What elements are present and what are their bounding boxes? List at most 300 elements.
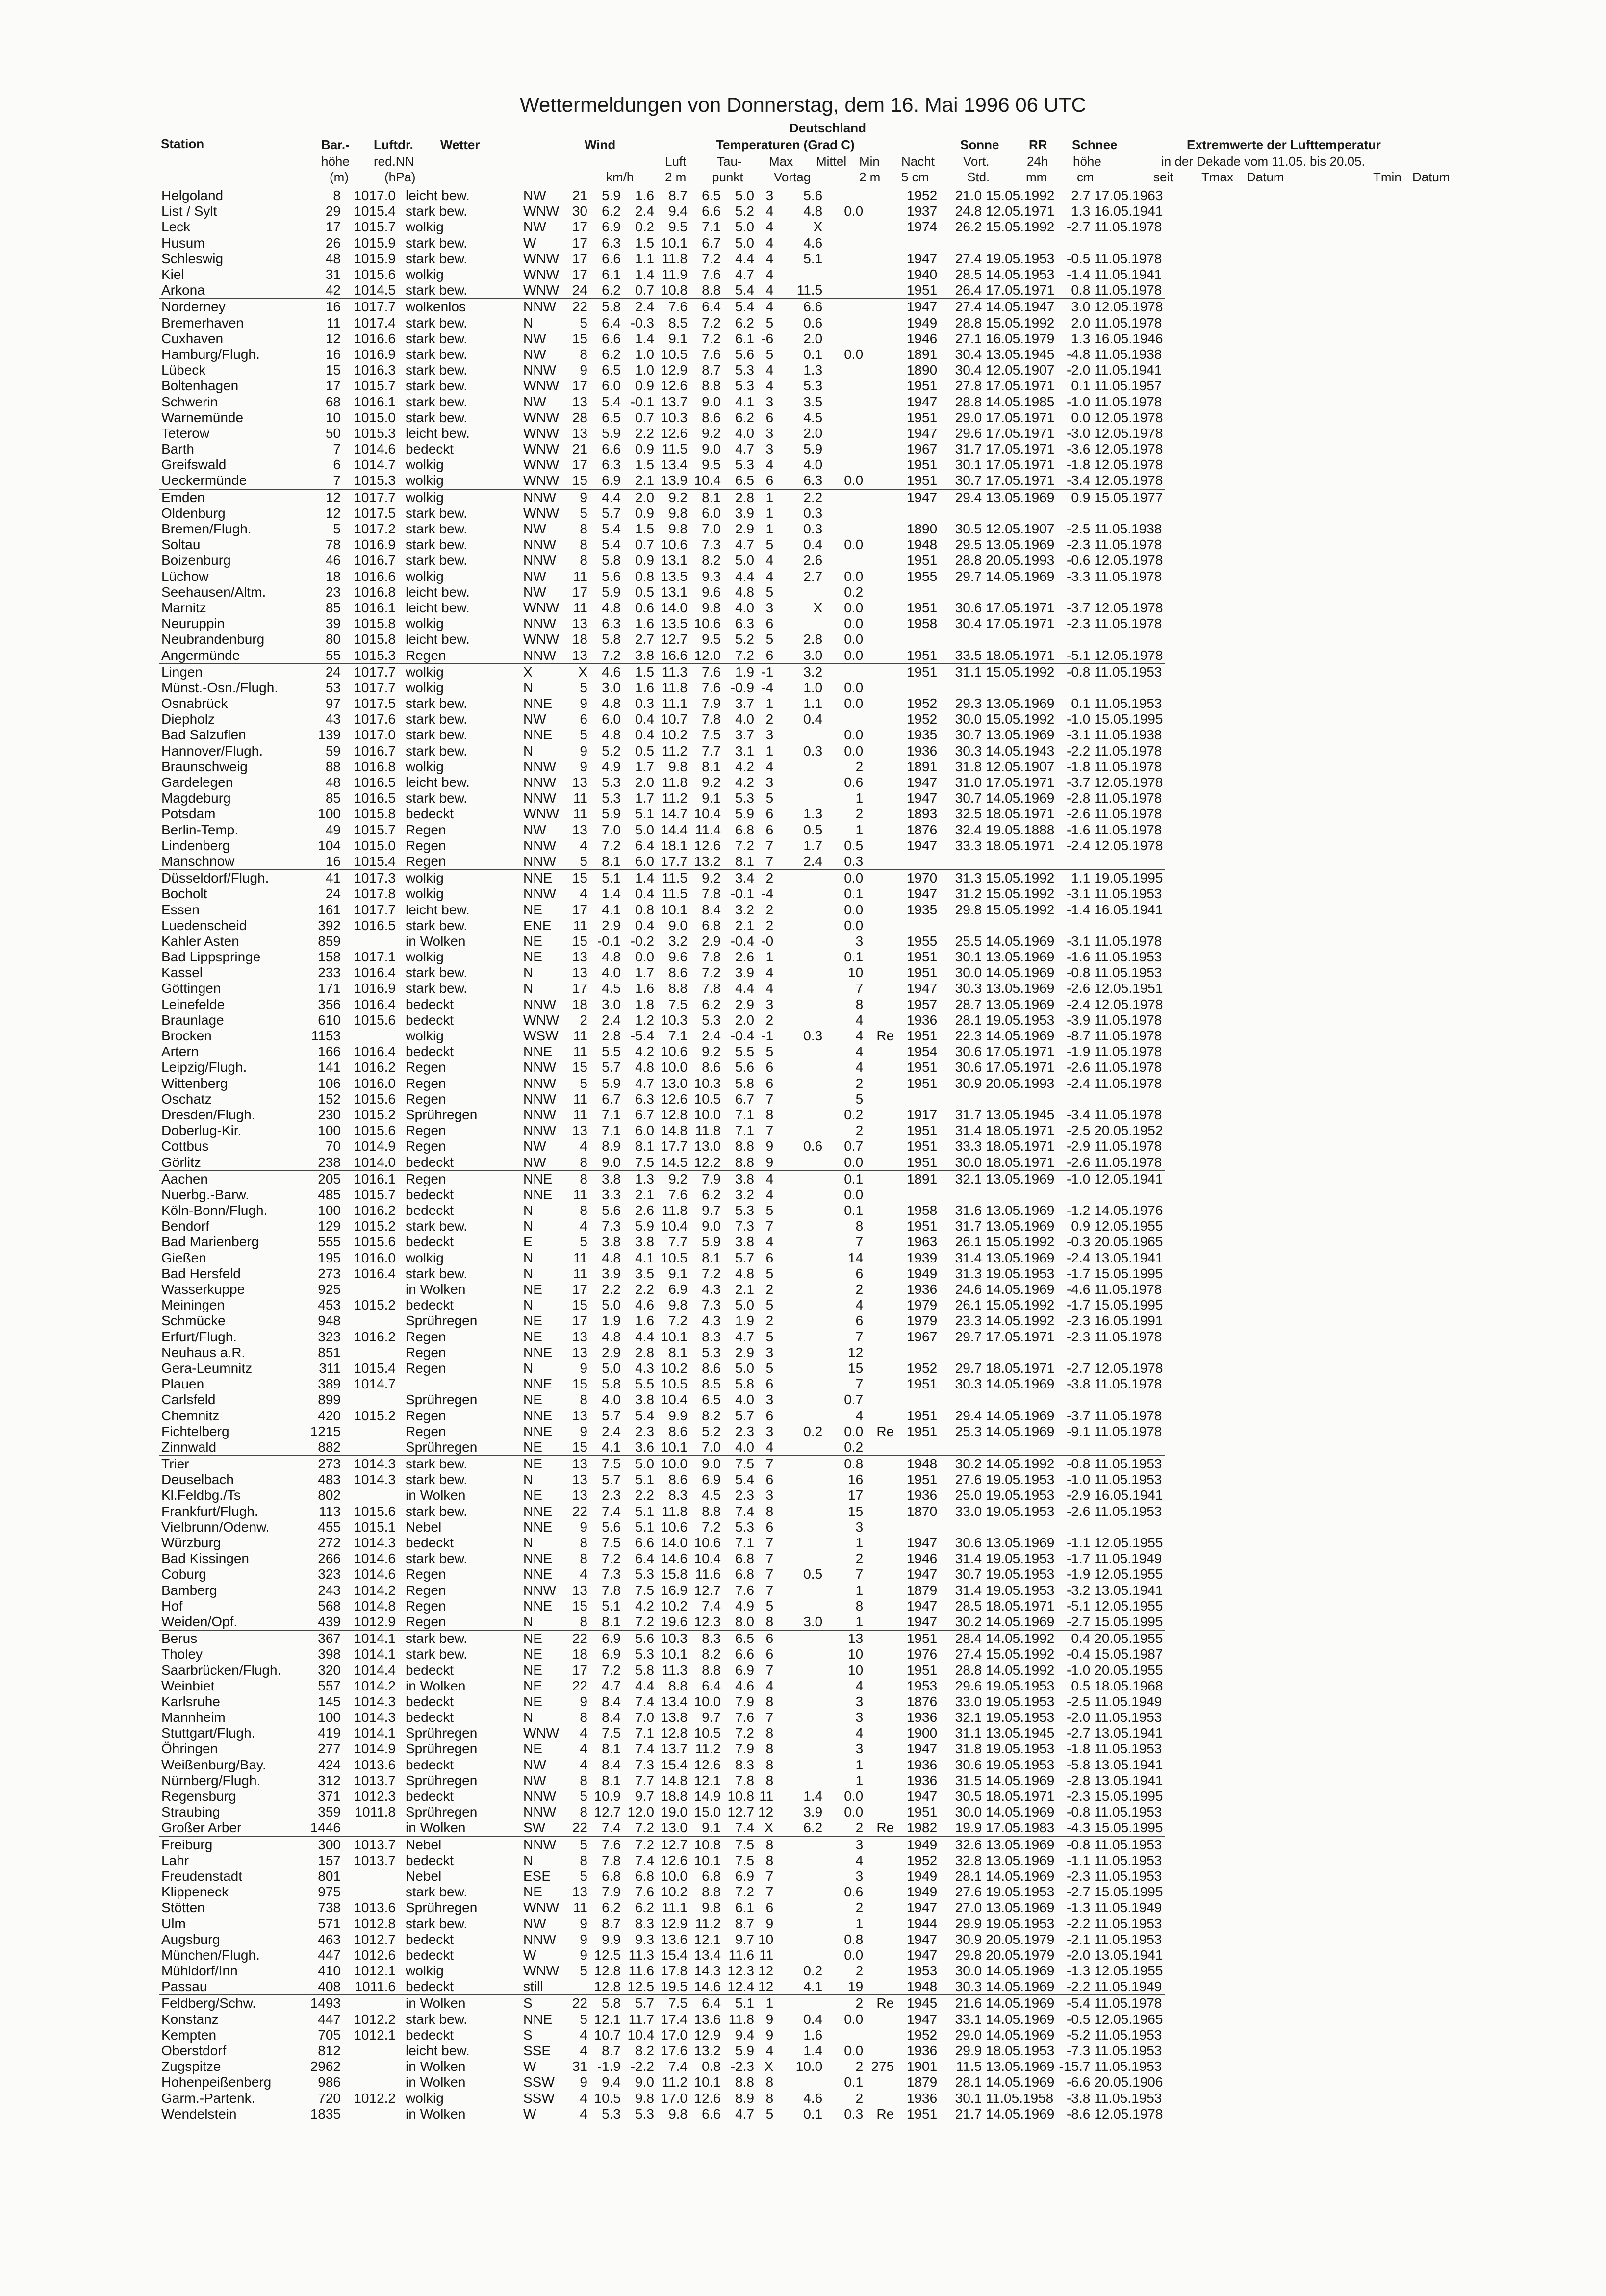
wind-direction: S: [523, 2027, 533, 2043]
dew-point: 4.4: [635, 1329, 654, 1344]
tmax-date: 19.05.1953: [986, 1566, 1055, 1582]
precipitation: 0.1: [844, 949, 864, 965]
temp-night-ground: 6: [765, 473, 774, 488]
precipitation: 0.8: [844, 1931, 864, 1947]
tmax-date: 20.05.1979: [986, 1931, 1055, 1947]
temp-max-yesterday: 19.6: [661, 1614, 688, 1629]
header-bar: Bar.-: [321, 137, 350, 152]
extreme-since: 1936: [906, 1772, 938, 1788]
temp-min: 7.2: [735, 837, 754, 853]
sunshine: 6.2: [803, 1820, 823, 1836]
temp-max-yesterday: 8.8: [668, 981, 688, 996]
pressure: 1017.7: [343, 489, 398, 505]
header-luftdr: Luftdr.: [374, 137, 413, 152]
weather: Sprühregen: [406, 1439, 478, 1455]
bar-height: 139: [318, 727, 341, 743]
tmax-value: 32.1: [939, 1171, 984, 1187]
table-row: [159, 2012, 1165, 2027]
temp-max-yesterday: 9.6: [668, 949, 688, 965]
temp-night-ground: 7: [765, 1710, 774, 1725]
temp-max-yesterday: 14.8: [661, 1123, 688, 1138]
sunshine: 0.1: [803, 2106, 823, 2121]
temp-mean: 9.0: [689, 1456, 723, 1472]
bar-height: 8: [333, 188, 341, 203]
weather: wolkig: [406, 949, 444, 965]
weather: leicht bew.: [406, 600, 470, 615]
sunshine: X: [813, 600, 823, 615]
wind-direction: NNE: [523, 1186, 553, 1202]
temp-air: 6.3: [602, 457, 621, 473]
tmin-value: -2.3: [1067, 1789, 1091, 1804]
wind-direction: NNW: [523, 616, 556, 631]
tmax-value: 27.4: [955, 251, 982, 266]
wind-direction: NNE: [523, 696, 553, 711]
temp-min: 2.8: [723, 489, 756, 505]
table-row: [159, 1963, 1165, 1979]
temp-mean: 12.6: [694, 1757, 721, 1772]
pressure: 1015.9: [354, 235, 396, 251]
station-name: Gardelegen: [161, 775, 233, 790]
wind-direction: NW: [523, 1154, 546, 1170]
tmin-value: 0.9: [1071, 1218, 1091, 1234]
pressure: 1017.7: [354, 680, 396, 695]
weather: bedeckt: [406, 1012, 454, 1028]
header-sonne: Sonne: [960, 137, 999, 152]
precipitation: 15: [848, 1360, 864, 1376]
weather: stark bew.: [406, 409, 468, 425]
tmin-date: 12.05.1978: [1094, 409, 1163, 425]
table-row: [159, 1694, 1165, 1710]
precipitation: 0.0: [844, 727, 864, 743]
temp-night-ground: 5: [765, 1297, 774, 1313]
temp-max-yesterday: 11.8: [662, 1503, 688, 1519]
station-name: Seehausen/Altm.: [161, 584, 266, 600]
extreme-since: 1944: [906, 1916, 938, 1931]
sunshine: 0.3: [803, 521, 823, 537]
temp-min: 4.2: [735, 775, 754, 790]
weather: wolkig: [406, 1028, 444, 1044]
extreme-since: 1890: [906, 521, 938, 537]
tmin-date: 13.05.1941: [1094, 1250, 1163, 1265]
tmax-value: 31.4: [955, 1582, 982, 1598]
temp-night-ground: 3: [765, 1423, 774, 1439]
bar-height: 882: [318, 1439, 341, 1455]
temp-max-yesterday: 12.7: [661, 631, 688, 647]
tmin-date: 18.05.1968: [1094, 1678, 1163, 1693]
station-name: Karlsruhe: [161, 1693, 220, 1709]
temp-min: 6.9: [735, 1662, 754, 1678]
wind-direction: WNW: [523, 251, 560, 266]
temp-air: 7.5: [602, 1535, 621, 1551]
temp-mean: 9.2: [702, 1044, 721, 1060]
tmax-value: 31.4: [955, 1123, 982, 1138]
sunshine: [775, 790, 824, 806]
weather: stark bew.: [406, 505, 468, 521]
wind-speed: 11: [573, 568, 587, 584]
temp-night-ground: 4: [765, 267, 774, 282]
header-rr2: 24h: [1027, 154, 1048, 169]
wind-speed: 13: [572, 1488, 587, 1503]
table-row: [159, 1757, 1165, 1773]
dew-point: 5.9: [635, 1218, 654, 1234]
tmax-value: 31.4: [955, 1551, 982, 1566]
tmax-date: 15.05.1992: [984, 664, 1056, 680]
tmin-date: 11.05.1938: [1094, 521, 1162, 537]
dew-point: 7.0: [635, 1710, 654, 1725]
extreme-since: 1951: [906, 1408, 938, 1423]
dew-point: 2.2: [635, 1282, 654, 1297]
extreme-since: 1936: [906, 1282, 938, 1297]
extreme-since: 1935: [906, 902, 938, 917]
table-row: [159, 1138, 1165, 1154]
snow-height: [865, 965, 896, 981]
precipitation: 3: [855, 1710, 864, 1725]
wind-direction: WNW: [523, 631, 560, 647]
tmax-value: 21.0: [955, 188, 982, 203]
table-row: [159, 743, 1165, 759]
precipitation: [824, 362, 865, 378]
weather: wolkig: [398, 489, 521, 505]
dew-point: 5.1: [635, 806, 654, 822]
temp-mean: 11.2: [695, 1741, 721, 1757]
tmin-value: -5.1: [1067, 1598, 1091, 1614]
tmin-value: -2.8: [1067, 790, 1091, 806]
sunshine: 1.0: [803, 680, 823, 695]
extreme-since: [896, 1187, 939, 1203]
temp-air: 8.1: [602, 1741, 621, 1757]
tmin-date: 11.05.1978: [1094, 1012, 1162, 1028]
temp-max-yesterday: 10.3: [661, 1012, 688, 1028]
temp-max-yesterday: 14.8: [661, 1772, 688, 1788]
table-row: [159, 1488, 1165, 1503]
tmin-value: 3.0: [1056, 299, 1092, 315]
pressure: 1015.6: [354, 1012, 396, 1028]
pressure: [343, 1439, 398, 1456]
tmax-date: [984, 631, 1056, 647]
precipitation: 6: [855, 1265, 864, 1281]
weather: Sprühregen: [406, 1107, 478, 1122]
pressure: 1015.0: [354, 409, 396, 425]
tmax-value: 30.1: [955, 2090, 982, 2106]
extreme-since: 1951: [906, 1376, 938, 1392]
bar-height: 312: [318, 1772, 341, 1788]
weather: Regen: [398, 1171, 521, 1187]
temp-air: 4.8: [602, 949, 621, 965]
station-name: Augsburg: [161, 1931, 220, 1947]
temp-max-yesterday: 9.9: [668, 1408, 688, 1423]
snow-height: [865, 505, 896, 521]
tmax-value: 32.1: [955, 1710, 982, 1725]
header-min2: 2 m: [859, 170, 881, 184]
precipitation: [824, 315, 865, 331]
temp-min: 7.9: [735, 1693, 754, 1709]
temp-night-ground: 4: [765, 235, 774, 251]
temp-mean: 12.0: [694, 647, 721, 663]
tmin-value: -4.3: [1067, 1820, 1091, 1836]
header-luftdr2: red.NN: [374, 154, 414, 169]
precipitation: 2: [855, 1900, 864, 1916]
temp-max-yesterday: 8.5: [668, 315, 688, 330]
temp-mean: 7.2: [702, 965, 721, 981]
wind-direction: NE: [523, 1313, 542, 1329]
snow-height: [865, 378, 896, 394]
temp-air: 7.1: [602, 1107, 621, 1122]
tmax-date: [984, 1091, 1056, 1107]
tmax-date: 14.05.1969: [986, 965, 1055, 981]
table-row: [159, 1218, 1165, 1234]
tmax-value: 27.4: [939, 299, 984, 315]
temp-max-yesterday: 10.0: [656, 1456, 689, 1472]
station-name: Tholey: [161, 1646, 203, 1662]
bar-height: 439: [318, 1614, 341, 1629]
precipitation: 0.0: [844, 616, 864, 631]
wind-direction: N: [523, 981, 534, 996]
station-name: Boizenburg: [161, 553, 231, 568]
weather: stark bew.: [406, 981, 468, 996]
extreme-since: [896, 1091, 939, 1107]
dew-point: 3.6: [635, 1439, 654, 1455]
wind-speed: 17: [572, 1313, 587, 1329]
extreme-since: 1947: [906, 1741, 938, 1757]
extreme-since: 1952: [906, 711, 938, 727]
table-row: [159, 1361, 1165, 1376]
snow-height: [865, 1091, 896, 1107]
dew-point: -0.1: [630, 394, 654, 409]
temp-max-yesterday: 11.2: [662, 790, 688, 806]
tmax-date: 14.05.1969: [984, 1995, 1056, 2011]
snow-height: [865, 1266, 896, 1282]
extreme-since: 1947: [906, 1566, 938, 1582]
table-row: [159, 553, 1165, 568]
temp-night-ground: 8: [756, 1837, 775, 1853]
dew-point: 1.3: [623, 1171, 656, 1187]
precipitation: [824, 267, 865, 282]
temp-air: 5.8: [589, 1995, 623, 2011]
extreme-since: 1951: [896, 1630, 939, 1646]
snow-height: [865, 1187, 896, 1203]
tmax-date: 13.05.1969: [986, 537, 1055, 553]
temp-air: 5.3: [602, 2106, 621, 2121]
bar-height: 610: [318, 1012, 341, 1028]
tmax-date: 12.05.1907: [986, 521, 1055, 537]
dew-point: 1.6: [635, 1313, 654, 1329]
temp-night-ground: 12: [758, 1979, 774, 1994]
precipitation: [824, 410, 865, 426]
temp-night-ground: 10: [758, 1931, 774, 1947]
temp-air: 2.9: [602, 1344, 621, 1360]
tmax-date: 13.05.1945: [986, 1107, 1055, 1122]
bar-height: 29: [325, 203, 341, 219]
table-row: [159, 1995, 1165, 2011]
station-name: Gießen: [161, 1250, 206, 1265]
sunshine: [775, 584, 824, 600]
weather: Sprühregen: [406, 1392, 478, 1408]
tmax-value: 29.6: [955, 1678, 982, 1693]
header-tau2: punkt: [712, 170, 743, 184]
tmin-value: -1.7: [1067, 1551, 1091, 1566]
temp-mean: 6.7: [702, 235, 721, 251]
tmax-value: 30.6: [955, 1060, 982, 1075]
temp-max-yesterday: 12.6: [661, 1091, 688, 1107]
tmin-value: 0.5: [1071, 1678, 1091, 1693]
temp-mean: 6.4: [702, 1678, 721, 1693]
wind-direction: NNE: [521, 870, 563, 886]
tmax-value: 26.1: [955, 1297, 982, 1313]
tmax-date: 13.05.1969: [986, 1203, 1055, 1218]
station-name: Fichtelberg: [161, 1423, 229, 1439]
extreme-since: 1947: [906, 1535, 938, 1551]
tmin-value: -3.7: [1067, 1408, 1091, 1423]
station-name: Lindenberg: [161, 837, 230, 853]
precipitation: [824, 219, 865, 235]
station-name: Hannover/Flugh.: [161, 743, 263, 758]
weather: stark bew.: [406, 346, 468, 362]
tmax-date: 13.05.1945: [986, 346, 1055, 362]
dew-point: 2.7: [635, 631, 654, 647]
temp-max-yesterday: 14.0: [661, 600, 688, 615]
tmax-date: 12.05.1907: [986, 758, 1055, 774]
wind-speed: 8: [580, 1772, 587, 1788]
temp-min: 5.5: [735, 1044, 754, 1060]
tmax-date: 18.05.1971: [986, 1360, 1055, 1376]
precipitation: 0.0: [844, 1423, 864, 1439]
temp-mean: 7.0: [702, 521, 721, 537]
station-name: Essen: [161, 902, 200, 917]
tmin-value: -2.6: [1067, 806, 1091, 822]
extreme-since: 1946: [906, 330, 938, 346]
tmin-value: -1.1: [1067, 1852, 1091, 1868]
precipitation: 4: [855, 1044, 864, 1060]
tmin-value: 1.3: [1071, 330, 1091, 346]
temp-max-yesterday: 13.0: [661, 1820, 688, 1836]
wind-speed: 13: [572, 822, 587, 837]
tmin-date: 11.05.1953: [1094, 886, 1162, 902]
table-row: [159, 1234, 1165, 1250]
tmax-value: 19.9: [955, 1820, 982, 1836]
tmax-date: 18.05.1971: [986, 837, 1055, 853]
snow-height: [865, 1076, 896, 1091]
pressure: 1016.6: [354, 330, 396, 346]
extreme-since: 1958: [906, 1203, 938, 1218]
temp-max-yesterday: 13.9: [661, 473, 688, 488]
wind-direction: WNW: [523, 425, 560, 441]
tmax-date: 13.05.1945: [986, 1725, 1055, 1741]
sunshine: [775, 1995, 824, 2011]
sunshine: [775, 1662, 824, 1678]
table-row: [159, 1614, 1165, 1630]
dew-point: 7.4: [635, 1741, 654, 1757]
bar-height: 571: [318, 1916, 341, 1931]
station-name: Trier: [159, 1456, 302, 1472]
station-name: Oberstdorf: [161, 2043, 227, 2059]
temp-min: -0.4: [730, 1028, 754, 1044]
extreme-since: 1951: [906, 600, 938, 615]
extreme-since: 1936: [906, 2043, 938, 2059]
tmin-value: -1.7: [1067, 1265, 1091, 1281]
temp-mean: 7.2: [702, 251, 721, 266]
pressure: 1013.7: [354, 1772, 396, 1788]
tmax-value: [939, 1392, 984, 1408]
tmin-date: 13.05.1941: [1094, 1725, 1163, 1741]
tmin-date: 11.05.1978: [1094, 806, 1162, 822]
tmin-date: [1092, 854, 1165, 870]
dew-point: -0.3: [630, 315, 654, 330]
dew-point: 7.4: [635, 1693, 654, 1709]
temp-mean: 7.6: [702, 346, 721, 362]
temp-min: 5.4: [735, 282, 754, 298]
temp-min: 11.6: [728, 1947, 754, 1963]
pressure: 1015.7: [354, 1186, 396, 1202]
sunshine: 0.4: [803, 2011, 823, 2027]
tmin-date: 11.05.1941: [1094, 362, 1162, 378]
tmax-date: 14.05.1969: [986, 1963, 1055, 1979]
snow-height: [865, 219, 896, 235]
wind-direction: NW: [523, 521, 546, 537]
temp-night-ground: 2: [765, 1313, 774, 1329]
temp-mean: 6.2: [702, 1186, 721, 1202]
snow-height: [865, 1154, 896, 1170]
dew-point: 1.4: [623, 870, 656, 886]
tmin-date: 11.05.1978: [1094, 1376, 1162, 1392]
temp-night-ground: 5: [765, 1044, 774, 1060]
extreme-since: 1947: [906, 775, 938, 790]
temp-mean: 4.3: [702, 1313, 721, 1329]
temp-night-ground: 8: [765, 1725, 774, 1741]
dew-point: 0.4: [635, 886, 654, 902]
sunshine: [775, 1392, 824, 1408]
wind-direction: NW: [523, 584, 546, 600]
precipitation: [824, 282, 865, 299]
table-row: [159, 235, 1165, 251]
extreme-since: 1947: [906, 1947, 938, 1963]
temp-air: 6.1: [602, 267, 621, 282]
temp-max-yesterday: 13.1: [661, 584, 688, 600]
bar-height: 1835: [310, 2106, 341, 2121]
dew-point: 2.1: [635, 1186, 654, 1202]
precipitation: 1: [855, 1772, 864, 1788]
temp-mean: 10.5: [694, 1091, 721, 1107]
temp-mean: 12.9: [694, 2027, 721, 2043]
tmin-value: -3.1: [1067, 886, 1091, 902]
header-vortag: Vortag: [774, 170, 811, 184]
tmax-date: 14.05.1969: [986, 568, 1055, 584]
tmin-value: -1.7: [1067, 1297, 1091, 1313]
wind-direction: N: [523, 315, 534, 330]
dew-point: 2.4: [635, 203, 654, 219]
tmin-date: 20.05.1952: [1094, 1123, 1163, 1138]
dew-point: 6.7: [635, 1107, 654, 1122]
temp-min: 6.6: [735, 1646, 754, 1662]
tmin-value: [1056, 1439, 1092, 1456]
wind-speed: [563, 1979, 589, 1995]
temp-mean: 5.9: [702, 1234, 721, 1250]
tmin-value: -1.8: [1067, 758, 1091, 774]
sunshine: 2.8: [803, 631, 823, 647]
temp-air: 2.2: [602, 1282, 621, 1297]
sunshine: 4.5: [803, 409, 823, 425]
tmin-value: -1.0: [1067, 711, 1091, 727]
tmin-value: -5.2: [1067, 2027, 1091, 2043]
tmin-value: -1.0: [1067, 1662, 1091, 1678]
wind-direction: NE: [521, 1456, 563, 1472]
temp-min: 3.2: [735, 902, 754, 917]
snow-height: [865, 1583, 896, 1598]
wind-speed: 9: [580, 2074, 587, 2090]
weather: wolkig: [406, 758, 444, 774]
tmax-date: 18.05.1971: [986, 1598, 1055, 1614]
precipitation: 3: [855, 1868, 864, 1884]
table-row: [159, 473, 1165, 489]
